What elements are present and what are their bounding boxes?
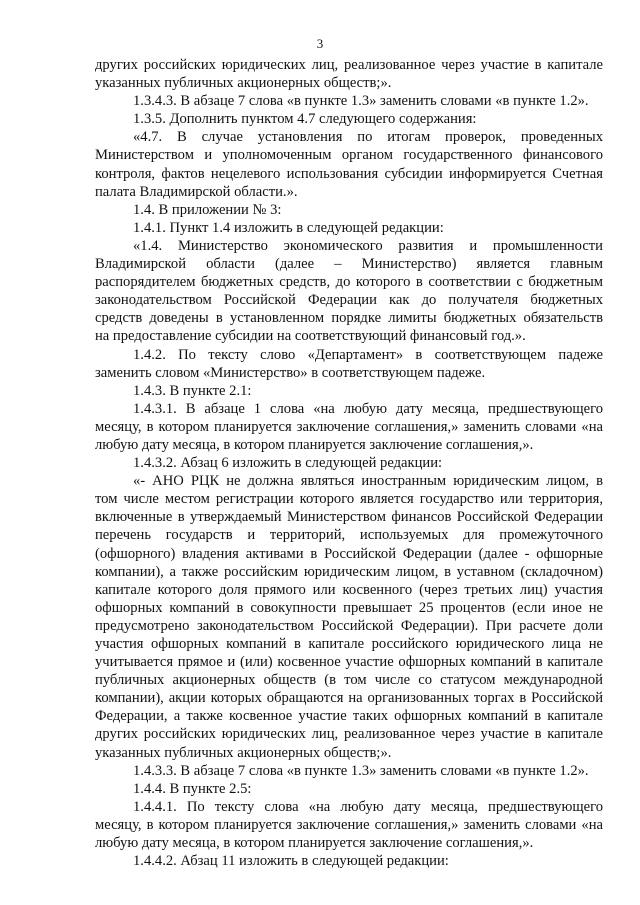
text-line: предусмотрено законодательством Российской Федерации). При расчете доли xyxy=(95,617,603,634)
text-line: указанных публичных акционерных обществ;». xyxy=(95,744,392,761)
text-line: законодательством Российской Федерации как до получателя бюджетных xyxy=(95,292,603,309)
text-line: распорядителем бюджетных средств, до которого в соответствии с бюджетным xyxy=(95,274,603,291)
text-line: (офшорного) владения активами в Российской Федерации (далее - офшорные xyxy=(95,545,603,562)
text-line: 1.4.2. По тексту слово «Департамент» в соответствующем падеже xyxy=(133,346,603,363)
page-number: 3 xyxy=(316,36,324,51)
text-line: участия офшорных компаний в капитале российского юридического лица не xyxy=(95,636,603,652)
text-line: том числе местом регистрации которого является государство или территория, xyxy=(95,491,603,508)
text-line: 1.4.4.2. Абзац 11 изложить в следующей редакции: xyxy=(133,853,449,870)
text-line: других российских юридических лиц, реализованное через участие в капитале xyxy=(95,57,603,73)
text-line: контроля, фактов нецелевого использования субсидии информируется Счетная xyxy=(95,165,603,182)
text-line: указанных публичных акционерных обществ;». xyxy=(95,75,392,92)
text-line: 1.4.3. В пункте 2.1: xyxy=(133,382,252,399)
text-line: офшорных компаний в совокупности превышает 25 процентов (если иное не xyxy=(95,599,603,616)
text-line: включенные в утверждаемый Министерством финансов Российской Федерации xyxy=(95,509,603,526)
text-line: 1.4.1. Пункт 1.4 изложить в следующей редакции: xyxy=(133,219,444,236)
text-line: 1.4.4.1. По тексту слова «на любую дату месяца, предшествующего xyxy=(133,798,603,815)
text-line: капитале которого доля прямого или косвенного (через третьих лиц) участия xyxy=(95,581,603,598)
text-line: «4.7. В случае установления по итогам проверок, проведенных xyxy=(133,129,603,146)
text-line: 1.3.5. Дополнить пунктом 4.7 следующего содержания: xyxy=(133,111,477,128)
text-line: компании), акции которых обращаются на организованных торгах в Российской xyxy=(95,690,603,707)
text-line: публичных акционерных обществ (в том числе со статусом международной xyxy=(95,672,603,689)
text-line: любую дату месяца, в котором планируется заключение соглашения,». xyxy=(95,436,534,453)
text-line: «1.4. Министерство экономического развития и промышленности xyxy=(133,237,603,254)
text-line: на предоставление субсидии на соответствующий финансовый год.». xyxy=(95,328,526,345)
text-line: других российских юридических лиц, реализованное через участие в капитале xyxy=(95,726,603,743)
text-line: 1.4.3.1. В абзаце 1 слова «на любую дату месяца, предшествующего xyxy=(133,400,603,417)
text-line: учитывается прямое и (или) косвенное участие офшорных компаний в капитале xyxy=(95,654,603,671)
text-line: палата Владимирской области.». xyxy=(95,183,298,200)
text-line: Владимирской области (далее – Министерство) является главным xyxy=(95,256,603,273)
text-line: любую дату месяца, в котором планируется заключение соглашения,». xyxy=(95,835,534,852)
text-line: 1.4.4. В пункте 2.5: xyxy=(133,780,252,797)
text-line: 1.4.3.2. Абзац 6 изложить в следующей редакции: xyxy=(133,455,443,472)
text-line: месяцу, в котором планируется заключение соглашения,» заменить словами «на xyxy=(95,418,603,435)
text-line: средств доведены в установленном порядке лимиты бюджетных обязательств xyxy=(95,310,603,327)
text-line: месяцу, в котором планируется заключение соглашения,» заменить словами «на xyxy=(95,816,603,833)
text-line: перечень государств и территорий, используемых для промежуточного xyxy=(95,527,603,544)
text-line: заменить словом «Министерство» в соответствующем падеже. xyxy=(95,364,486,381)
document-body xyxy=(95,56,603,870)
text-line: 1.4. В приложении № 3: xyxy=(133,201,282,218)
text-line: Министерством и уполномоченным органом государственного финансового xyxy=(95,147,603,164)
text-line: Федерации, а также косвенное участие таких офшорных компаний в капитале xyxy=(95,708,603,725)
text-line: компании), а также российским юридическим лицом, в уставном (складочном) xyxy=(95,563,603,580)
text-line: 1.4.3.3. В абзаце 7 слова «в пункте 1.3» заменить словами «в пункте 1.2». xyxy=(133,762,589,779)
text-line: «- АНО РЦК не должна являться иностранным юридическим лицом, в xyxy=(133,473,603,490)
text-line: 1.3.4.3. В абзаце 7 слова «в пункте 1.3» заменить словами «в пункте 1.2». xyxy=(133,93,589,110)
